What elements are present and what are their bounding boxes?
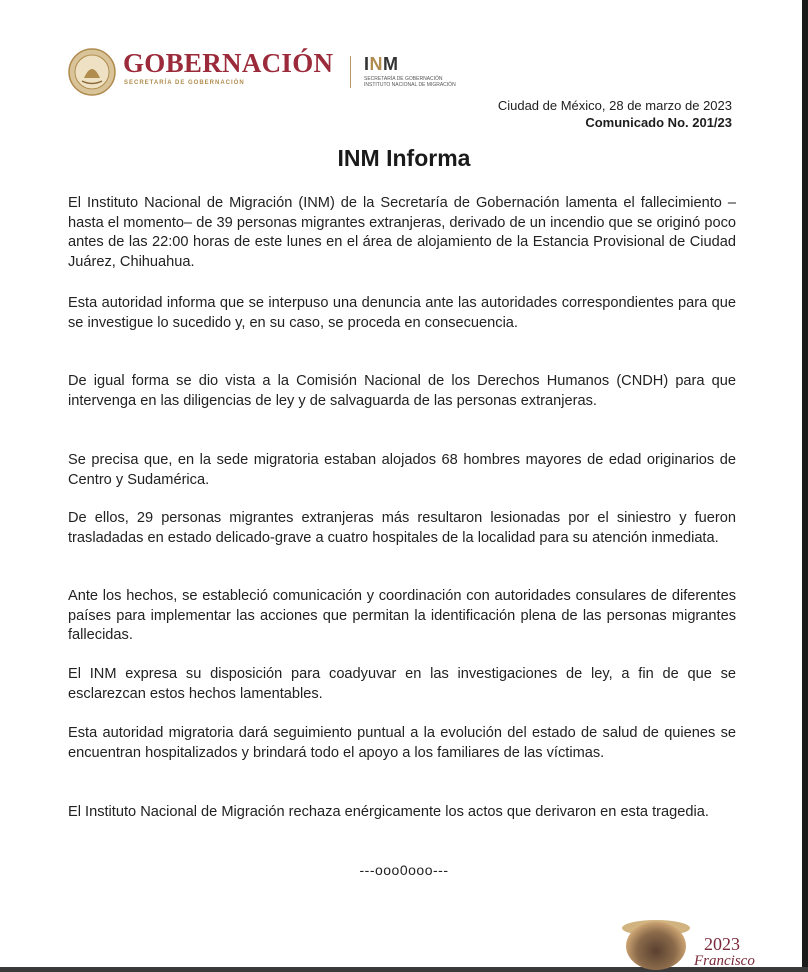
inm-subtitle: SECRETARÍA DE GOBERNACIÓN INSTITUTO NACIONAL DE MIGRACIÓN: [364, 76, 456, 88]
paragraph-5: De ellos, 29 personas migrantes extranjeras más resultaron lesionadas por el siniestro y fueron trasladadas en estado delicado-grave a cuatro hospitales de la localidad para su atención inmediata.: [68, 510, 736, 546]
national-seal-icon: [68, 48, 116, 96]
footer-name: Francisco: [694, 953, 755, 969]
portrait-icon: [626, 922, 686, 970]
place-date: Ciudad de México, 28 de marzo de 2023: [497, 98, 732, 113]
document-title: INM Informa: [337, 145, 471, 171]
francisco-villa-2023-logo: [626, 920, 776, 972]
paragraph-1: El Instituto Nacional de Migración (INM) de la Secretaría de Gobernación lamenta el fallecimiento –hasta el momento– de 39 personas migrantes extranjeras, derivado de un incendio que se originó poco antes de las 22:00 horas de este lunes en el área de alojamiento de la Estancia Provisional de Ciudad Juárez, Chihuahua.: [68, 195, 736, 270]
release-number: Comunicado No. 201/23: [585, 115, 732, 130]
paragraph-6: Ante los hechos, se estableció comunicación y coordinación con autoridades consulares de diferentes países para implementar las acciones que permitan la identificación plena de las personas migrantes fallecidas.: [68, 588, 736, 643]
paragraph-2: Esta autoridad informa que se interpuso una denuncia ante las autoridades correspondientes para que se investigue lo sucedido y, en su caso, se proceda en consecuencia.: [68, 295, 736, 331]
header-divider: [350, 56, 351, 88]
letterhead: [68, 46, 488, 102]
paragraph-3: De igual forma se dio vista a la Comisión Nacional de los Derechos Humanos (CNDH) para que intervenga en las diligencias de ley y de salvaguarda de las personas extranjeras.: [68, 373, 736, 409]
footer-year: 2023: [704, 934, 740, 954]
gobernacion-wordmark: GOBERNACIÓN: [123, 48, 334, 78]
paragraph-4: Se precisa que, en la sede migratoria estaban alojados 68 hombres mayores de edad originarios de Centro y Sudamérica.: [68, 452, 736, 488]
closing-mark: ---ooo0ooo---: [359, 862, 449, 878]
paragraph-8: Esta autoridad migratoria dará seguimiento puntual a la evolución del estado de salud de quienes se encuentran hospitalizados y brindará todo el apoyo a los familiares de las víctimas.: [68, 725, 736, 761]
gobernacion-subtitle: SECRETARÍA DE GOBERNACIÓN: [124, 80, 245, 86]
release-meta: [498, 97, 732, 131]
inm-logo: INM: [364, 54, 399, 74]
paragraph-7: El INM expresa su disposición para coadyuvar en las investigaciones de ley, a fin de que se esclarezcan estos hechos lamentables.: [68, 666, 736, 702]
paragraph-9: El Instituto Nacional de Migración rechaza enérgicamente los actos que derivaron en esta tragedia.: [68, 804, 709, 820]
